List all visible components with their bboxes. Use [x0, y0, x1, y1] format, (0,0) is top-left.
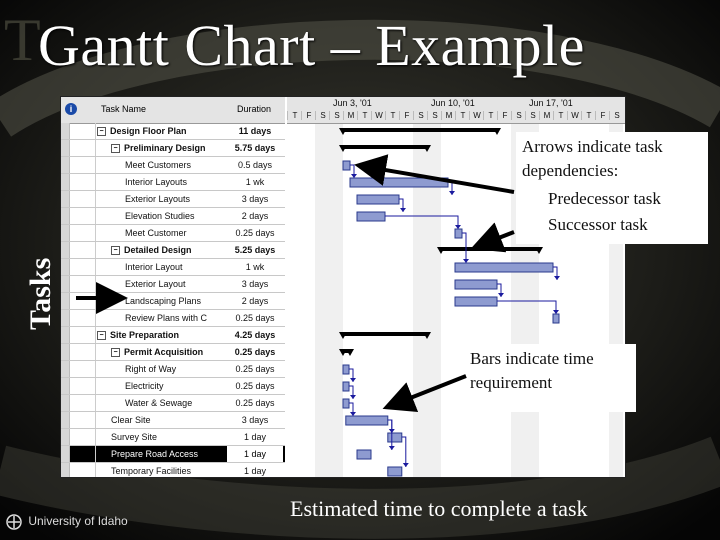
task-bar[interactable]	[455, 280, 497, 289]
task-table	[61, 97, 285, 477]
indicator-cell	[69, 395, 96, 411]
day-label: F	[595, 111, 610, 120]
info-icon[interactable]: i	[65, 103, 77, 115]
task-bar[interactable]	[553, 314, 559, 323]
indicator-cell	[69, 157, 96, 173]
duration-cell[interactable]: 0.25 days	[235, 313, 275, 323]
duration-cell[interactable]: 1 wk	[245, 177, 265, 187]
indicator-cell	[69, 174, 96, 190]
table-row[interactable]	[61, 140, 285, 157]
indicator-cell	[69, 310, 96, 326]
week-label: Jun 17, '01	[529, 98, 573, 108]
duration-cell[interactable]: 11 days	[238, 126, 272, 136]
duration-cell[interactable]: 5.25 days	[234, 245, 276, 255]
dependency-line	[497, 301, 556, 314]
callout-line: requirement	[470, 373, 553, 392]
table-row[interactable]	[61, 327, 285, 344]
indicator-cell	[69, 412, 96, 428]
duration-cell[interactable]: 2 days	[241, 211, 269, 221]
day-label: S	[511, 111, 526, 120]
indicator-cell	[69, 361, 96, 377]
indicator-cell	[69, 327, 96, 343]
slide-title: Gantt Chart – Example	[38, 13, 585, 78]
task-bar[interactable]	[455, 229, 462, 238]
indicator-cell	[69, 140, 96, 156]
indicator-cell	[69, 446, 96, 462]
dependency-arrowhead	[350, 395, 356, 399]
summary-bar[interactable]	[343, 128, 497, 132]
task-bar[interactable]	[455, 263, 553, 272]
task-bar[interactable]	[343, 382, 349, 391]
indicator-cell	[69, 344, 96, 360]
day-label: T	[581, 111, 596, 120]
task-name-cell[interactable]	[97, 429, 237, 445]
task-bar[interactable]	[357, 212, 385, 221]
table-row[interactable]	[61, 174, 285, 191]
university-logo	[6, 514, 128, 530]
callout-line: Bars indicate time	[470, 349, 594, 368]
task-bar[interactable]	[343, 161, 350, 170]
day-label: S	[413, 111, 428, 120]
dependency-arrowhead	[455, 225, 461, 229]
table-row[interactable]	[61, 191, 285, 208]
indicator-cell	[69, 463, 96, 478]
duration-cell[interactable]: 3 days	[241, 279, 269, 289]
task-bar[interactable]	[455, 297, 497, 306]
duration-cell[interactable]: 4.25 days	[234, 330, 276, 340]
duration-cell[interactable]: 1 wk	[245, 262, 265, 272]
day-label: W	[469, 111, 484, 120]
day-label: F	[497, 111, 512, 120]
day-label: T	[455, 111, 470, 120]
callout-line: Successor task	[548, 215, 648, 234]
summary-bar[interactable]	[343, 145, 427, 149]
dependency-arrowhead	[350, 378, 356, 382]
indicator-cell	[69, 429, 96, 445]
callout-line: Arrows indicate task	[522, 137, 663, 156]
duration-cell[interactable]: 1 day	[243, 432, 267, 442]
duration-cell[interactable]: 0.5 days	[237, 160, 273, 170]
task-bar[interactable]	[343, 399, 349, 408]
day-label: M	[343, 111, 358, 120]
task-name-text: Site Preparation	[110, 330, 180, 340]
day-label: T	[553, 111, 568, 120]
logo-mark-icon	[6, 514, 22, 530]
indicator-cell	[69, 208, 96, 224]
task-bar[interactable]	[388, 433, 402, 442]
task-name-text: Electricity	[125, 381, 164, 391]
header-task-name[interactable]: Task Name	[101, 104, 147, 114]
task-name-cell[interactable]	[97, 344, 237, 360]
duration-cell[interactable]: 1 day	[227, 446, 283, 462]
day-label: W	[371, 111, 386, 120]
table-row[interactable]	[61, 412, 285, 429]
bottom-caption: Estimated time to complete a task	[290, 496, 588, 521]
dependency-arrowhead	[498, 293, 504, 297]
collapse-icon[interactable]: −	[97, 127, 106, 136]
dependency-line	[385, 216, 458, 229]
duration-cell[interactable]: 2 days	[241, 296, 269, 306]
task-name-text: Review Plans with C	[125, 313, 208, 323]
callout-line: dependencies:	[522, 161, 619, 180]
task-name-text: Exterior Layouts	[125, 194, 191, 204]
table-row[interactable]	[61, 123, 285, 140]
week-label: Jun 10, '01	[431, 98, 475, 108]
dependency-arrowhead	[351, 174, 357, 178]
day-label: F	[301, 111, 316, 120]
dependency-line	[402, 437, 406, 467]
dependency-arrowhead	[554, 276, 560, 280]
duration-cell[interactable]: 0.25 days	[235, 381, 275, 391]
day-label: S	[609, 111, 624, 120]
table-row[interactable]	[61, 463, 285, 478]
task-name-text: Landscaping Plans	[125, 296, 202, 306]
header-duration[interactable]: Duration	[237, 104, 272, 114]
day-label: T	[357, 111, 372, 120]
task-bar[interactable]	[346, 416, 388, 425]
task-name-cell[interactable]	[97, 463, 237, 478]
dependency-arrowhead	[350, 412, 356, 416]
task-name-text: Right of Way	[125, 364, 177, 374]
task-name-cell[interactable]	[97, 140, 237, 156]
table-row[interactable]	[61, 225, 285, 242]
callout-dependencies	[516, 132, 708, 244]
day-label: S	[525, 111, 540, 120]
task-name-text: Elevation Studies	[125, 211, 195, 221]
table-row[interactable]	[61, 157, 285, 174]
indicator-cell	[69, 123, 96, 139]
collapse-icon[interactable]: −	[111, 348, 120, 357]
table-row[interactable]	[61, 208, 285, 225]
task-bar[interactable]	[357, 450, 371, 459]
duration-cell[interactable]: 3 days	[241, 194, 269, 204]
task-name-text: Interior Layouts	[125, 177, 188, 187]
day-label: S	[315, 111, 330, 120]
week-label: Jun 3, '01	[333, 98, 372, 108]
day-label: M	[539, 111, 554, 120]
task-bar[interactable]	[388, 467, 402, 476]
duration-cell[interactable]: 0.25 days	[234, 347, 276, 357]
task-name-text: Preliminary Design	[124, 143, 206, 153]
callout-line: Predecessor task	[548, 189, 661, 208]
day-label: S	[427, 111, 442, 120]
indicator-cell	[69, 191, 96, 207]
table-row[interactable]	[61, 310, 285, 327]
day-label: S	[329, 111, 344, 120]
task-name-text: Exterior Layout	[125, 279, 186, 289]
dependency-arrowhead	[403, 463, 409, 467]
day-label: T	[287, 111, 302, 120]
summary-bar[interactable]	[343, 332, 427, 336]
duration-cell[interactable]: 1 day	[243, 466, 267, 476]
task-name-text: Clear Site	[111, 415, 151, 425]
task-name-text: Permit Acquisition	[124, 347, 204, 357]
duration-cell[interactable]: 0.25 days	[235, 398, 275, 408]
table-row[interactable]	[61, 344, 285, 361]
task-name-text: Water & Sewage	[125, 398, 193, 408]
collapse-icon[interactable]: −	[111, 144, 120, 153]
table-row[interactable]	[61, 446, 285, 463]
dependency-arrowhead	[400, 208, 406, 212]
dependency-arrowhead	[553, 310, 559, 314]
indicator-cell	[69, 378, 96, 394]
indicator-cell	[69, 276, 96, 292]
table-row[interactable]	[61, 293, 285, 310]
day-label: T	[385, 111, 400, 120]
task-name-cell[interactable]	[97, 242, 237, 258]
task-name-cell[interactable]	[97, 446, 237, 462]
task-name-text: Meet Customer	[125, 228, 187, 238]
summary-bar[interactable]	[441, 247, 539, 251]
collapse-icon[interactable]: −	[97, 331, 106, 340]
indicator-cell	[69, 259, 96, 275]
task-bar[interactable]	[350, 178, 448, 187]
task-bar[interactable]	[343, 365, 349, 374]
duration-cell[interactable]: 0.25 days	[235, 228, 275, 238]
table-row[interactable]	[61, 242, 285, 259]
day-label: W	[567, 111, 582, 120]
logo-text: University of Idaho	[28, 514, 128, 529]
duration-cell[interactable]: 5.75 days	[234, 143, 276, 153]
table-row[interactable]	[61, 259, 285, 276]
day-label: M	[441, 111, 456, 120]
svg-text:T: T	[4, 7, 41, 73]
day-label: T	[483, 111, 498, 120]
table-row[interactable]	[61, 378, 285, 395]
duration-cell[interactable]: 0.25 days	[235, 364, 275, 374]
dependency-arrowhead	[463, 259, 469, 263]
table-row[interactable]	[61, 276, 285, 293]
dependency-arrowhead	[389, 446, 395, 450]
tasks-side-label: Tasks	[24, 257, 57, 330]
table-row[interactable]	[61, 429, 285, 446]
indicator-cell	[69, 225, 96, 241]
indicator-cell	[69, 242, 96, 258]
task-name-text: Temporary Facilities	[111, 466, 192, 476]
table-header	[61, 97, 285, 124]
task-name-text: Interior Layout	[125, 262, 183, 272]
task-name-cell[interactable]	[97, 123, 223, 139]
task-name-text: Survey Site	[111, 432, 158, 442]
task-name-cell[interactable]	[97, 412, 237, 428]
table-row[interactable]	[61, 395, 285, 412]
collapse-icon[interactable]: −	[111, 246, 120, 255]
callout-bars	[464, 344, 636, 412]
duration-cell[interactable]: 3 days	[241, 415, 269, 425]
task-name-text: Prepare Road Access	[111, 449, 199, 459]
table-row[interactable]	[61, 361, 285, 378]
task-bar[interactable]	[357, 195, 399, 204]
day-label: F	[399, 111, 414, 120]
dependency-arrowhead	[449, 191, 455, 195]
indicator-cell	[69, 293, 96, 309]
task-name-text: Meet Customers	[125, 160, 192, 170]
task-name-text: Design Floor Plan	[110, 126, 187, 136]
task-name-text: Detailed Design	[124, 245, 192, 255]
task-name-cell[interactable]	[97, 327, 223, 343]
